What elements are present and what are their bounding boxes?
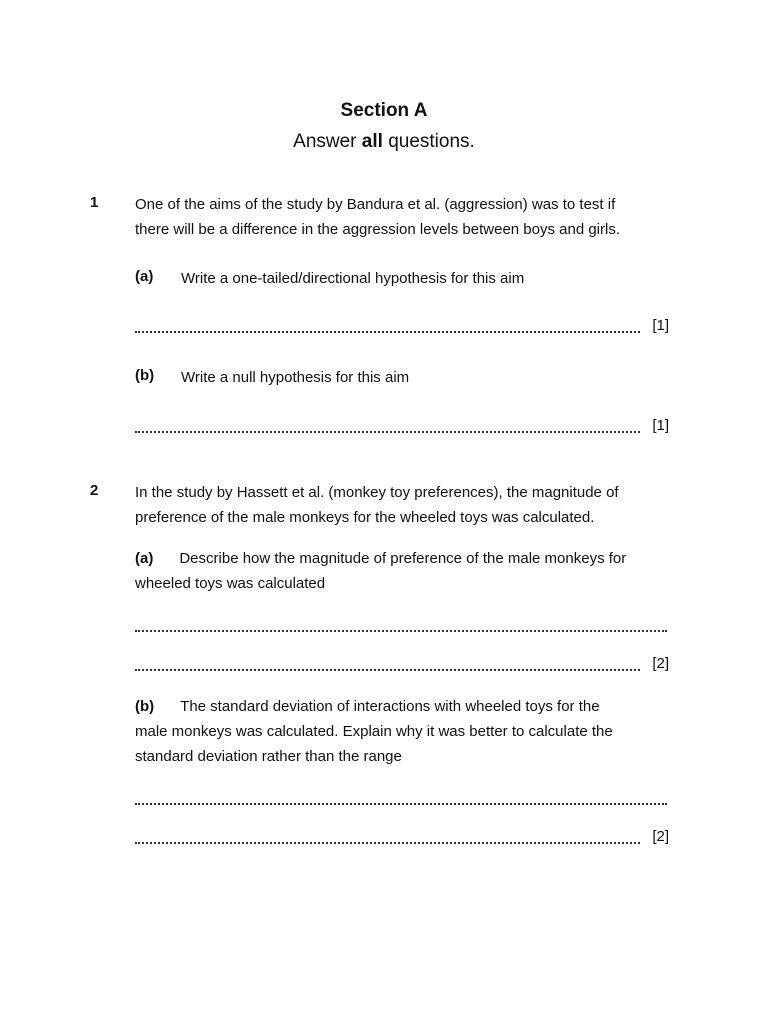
- part-text-line: wheeled toys was calculated: [135, 575, 326, 592]
- part-text: Describe how the magnitude of preference of the male monkeys for: [179, 550, 627, 567]
- part-text: Write a one-tailed/directional hypothesis for this aim: [181, 270, 525, 287]
- part-text: Write a null hypothesis for this aim: [181, 369, 410, 386]
- section-title: Section A: [340, 100, 428, 121]
- marks-label: [1]: [652, 417, 669, 434]
- part-2b-text: [135, 694, 613, 769]
- question-number: 2: [90, 482, 99, 499]
- part-2a-text: [135, 546, 626, 596]
- question-text-line: One of the aims of the study by Bandura et al. (aggression) was to test if: [135, 196, 616, 213]
- question-text-line: there will be a difference in the aggression levels between boys and girls.: [135, 221, 621, 238]
- question-2-text: [135, 480, 619, 530]
- question-text-line: preference of the male monkeys for the wheeled toys was calculated.: [135, 509, 595, 526]
- part-text-line: male monkeys was calculated. Explain why it was better to calculate the: [135, 723, 613, 740]
- marks-label: [2]: [652, 828, 669, 845]
- answer-line[interactable]: [135, 789, 669, 809]
- instruction-suffix: questions.: [382, 131, 475, 152]
- part-label: (a): [135, 268, 154, 285]
- part-label: (a): [135, 550, 154, 567]
- instruction-prefix: Answer: [293, 131, 362, 152]
- question-1-text: [135, 192, 620, 242]
- part-text-line: standard deviation rather than the range: [135, 748, 402, 765]
- part-label: (b): [135, 698, 155, 715]
- instruction-emphasis: all: [361, 131, 383, 152]
- answer-line[interactable]: [135, 655, 669, 675]
- part-label: (b): [135, 367, 155, 384]
- answer-line[interactable]: [135, 417, 669, 437]
- marks-label: [2]: [652, 655, 669, 672]
- section-instruction: [0, 131, 768, 153]
- part-text-line: [135, 694, 613, 719]
- part-text-line: [135, 546, 626, 571]
- answer-line[interactable]: [135, 828, 669, 848]
- marks-label: [1]: [652, 317, 669, 334]
- part-text: The standard deviation of interactions with wheeled toys for the: [180, 698, 600, 715]
- question-number: 1: [90, 194, 99, 211]
- answer-line[interactable]: [135, 317, 669, 337]
- answer-line[interactable]: [135, 616, 669, 636]
- question-text-line: In the study by Hassett et al. (monkey toy preferences), the magnitude of: [135, 484, 619, 501]
